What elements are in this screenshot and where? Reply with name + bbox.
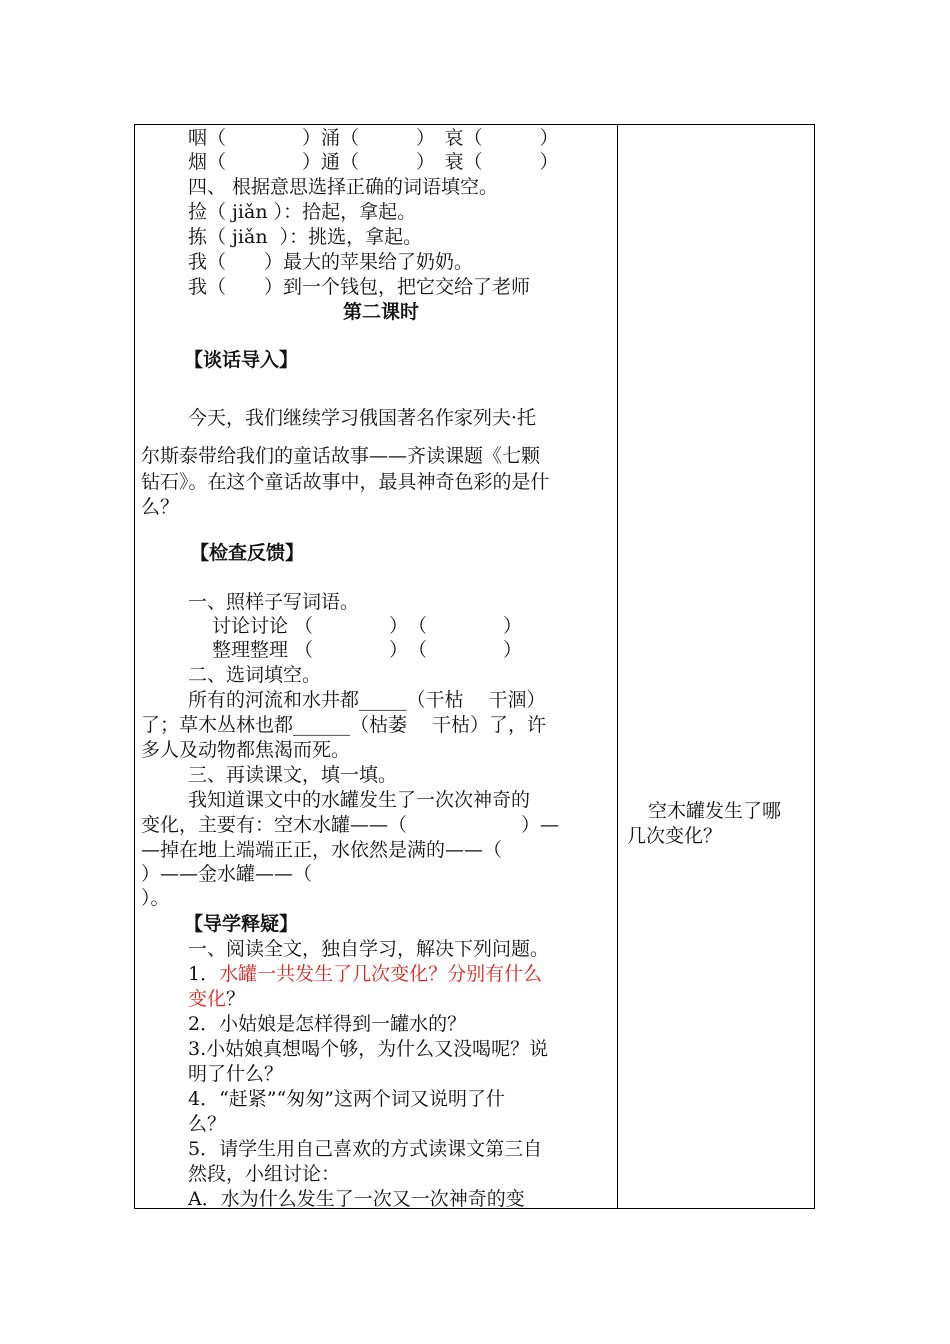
section-heading-intro: 【谈话导入】 — [184, 349, 299, 371]
question-5-line-2: 然段，小组讨论： — [188, 1163, 341, 1185]
discussion-item-a: A．水为什么发生了一次又一次神奇的变 — [188, 1188, 525, 1210]
column-divider — [617, 124, 618, 1209]
intro-paragraph-line-4: 么？ — [141, 496, 180, 518]
side-note-line-2: 几次变化？ — [627, 825, 723, 847]
intro-paragraph-line-2: 尔斯泰带给我们的童话故事——齐读课题《七颗 — [141, 445, 541, 467]
side-note-line-1: 空木罐发生了哪 — [648, 800, 782, 822]
homophone-row-1: 咽（ ）涌（ ） 哀（ ） — [188, 127, 559, 149]
word-choice-line-2: 了；草木丛林也都______（枯萎 干枯）了，许 — [141, 714, 547, 736]
jar-change-line-1: 我知道课文中的水罐发生了一次次神奇的 — [188, 789, 531, 811]
jar-change-line-5: ）。 — [141, 887, 170, 909]
question-1-highlight-end: 变化 — [188, 988, 227, 1010]
definition-jian-1: 捡（ jiǎn ）：拾起，拿起。 — [188, 201, 417, 223]
exercise-2-heading: 二、选词填空。 — [188, 664, 322, 686]
pattern-row-2: 整理整理 （ ） （ ） — [212, 639, 523, 661]
guided-heading-1: 一、阅读全文，独自学习，解决下列问题。 — [188, 938, 550, 960]
exercise-3-heading: 三、再读课文，填一填。 — [188, 764, 398, 786]
question-2: 2．小姑娘是怎样得到一罐水的？ — [188, 1013, 467, 1035]
exercise-4-heading: 四、 根据意思选择正确的词语填空。 — [188, 176, 499, 198]
intro-paragraph-line-3: 钻石》。在这个童话故事中，最具神奇色彩的是什 — [141, 471, 550, 493]
section-heading-guided: 【导学释疑】 — [184, 913, 299, 935]
question-1-highlight: 水罐一共发生了几次变化？分别有什么 — [219, 963, 543, 985]
section-heading-check: 【检查反馈】 — [190, 542, 305, 564]
definition-jian-2: 拣（ jiǎn ）：挑选，拿起。 — [188, 226, 423, 248]
question-4-line-2: 么？ — [188, 1113, 227, 1135]
question-3-line-2: 明了什么？ — [188, 1063, 284, 1085]
jar-change-line-2: 变化，主要有：空木水罐——（ ）— — [141, 814, 560, 836]
word-choice-line-1: 所有的河流和水井都_____（干枯 干涸） — [188, 689, 546, 711]
fill-sentence-2: 我（ ）到一个钱包，把它交给了老师 — [188, 276, 531, 298]
pattern-row-1: 讨论讨论 （ ） （ ） — [212, 615, 523, 637]
question-1-line-1 — [188, 962, 542, 986]
question-1-mark: ？ — [226, 988, 246, 1010]
lesson-title: 第二课时 — [343, 301, 420, 323]
jar-change-line-4: ）——金水罐——（ — [141, 863, 313, 885]
jar-change-line-3: —掉在地上端端正正，水依然是满的——（ — [141, 839, 503, 861]
question-1-number: 1． — [188, 963, 220, 985]
exercise-1-heading: 一、照样子写词语。 — [188, 591, 360, 613]
word-choice-line-3: 多人及动物都焦渴而死。 — [141, 739, 351, 761]
fill-sentence-1: 我（ ）最大的苹果给了奶奶。 — [188, 251, 474, 273]
homophone-row-2: 烟（ ）通（ ） 衰（ ） — [188, 151, 559, 173]
intro-paragraph-line-1: 今天，我们继续学习俄国著名作家列夫·托 — [188, 407, 537, 429]
question-5-line-1: 5．请学生用自己喜欢的方式读课文第三自 — [188, 1138, 543, 1160]
question-3-line-1: 3.小姑娘真想喝个够，为什么又没喝呢？说 — [188, 1038, 549, 1060]
question-1-line-2 — [188, 987, 245, 1011]
question-4-line-1: 4．“赶紧”“匆匆”这两个词又说明了什 — [188, 1088, 505, 1110]
